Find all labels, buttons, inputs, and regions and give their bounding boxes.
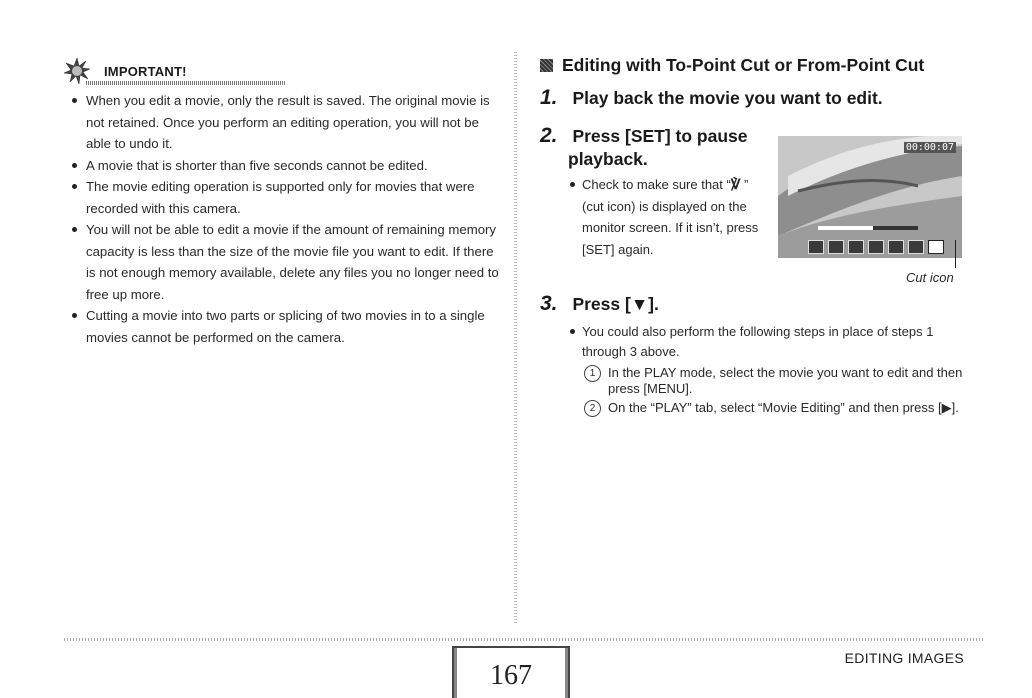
editing-section [540, 52, 980, 415]
important-list [64, 90, 504, 348]
cut-mode-icon [928, 240, 944, 254]
step-2 [540, 124, 770, 260]
play-icon [848, 240, 864, 254]
fast-forward-icon [888, 240, 904, 254]
step-number: 1. [540, 86, 558, 109]
important-notes [64, 58, 504, 348]
frame-forward-icon [868, 240, 884, 254]
frame-back-icon [828, 240, 844, 254]
callout-line [955, 240, 956, 268]
list-item: When you edit a movie, only the result is saved. The original movie is not retained. Once you perform an editing operation, you will not be able to undo it. [64, 90, 504, 155]
step-3 [540, 292, 980, 416]
circled-number: 1 [584, 365, 601, 382]
note-text: Check to make sure that “ [582, 177, 731, 192]
step-title: Press [▼]. [572, 294, 659, 314]
section-marker-icon [540, 59, 553, 72]
column-divider [514, 52, 517, 624]
playback-progress-bar [818, 226, 918, 230]
footer-divider [64, 638, 984, 641]
section-title-text: Editing with To-Point Cut or From-Point Cut [562, 55, 925, 75]
important-heading [64, 58, 504, 88]
important-underline [86, 81, 286, 85]
sub-step-text: On the “PLAY” tab, select “Movie Editing” and then press [▶]. [608, 400, 959, 415]
sub-step [540, 365, 980, 397]
rewind-icon [808, 240, 824, 254]
step-note [540, 174, 770, 260]
list-item: Cutting a movie into two parts or splicing of two movies in to a single movies cannot be performed on the camera. [64, 305, 504, 348]
step-number: 3. [540, 292, 558, 315]
list-item: The movie editing operation is supported only for movies that were recorded with this camera. [64, 176, 504, 219]
cut-icon: ℣ [730, 176, 741, 192]
cut-icon-caption: Cut icon [906, 270, 954, 285]
list-item: You will not be able to edit a movie if the amount of remaining memory capacity is less than the size of the movie file you want to edit. If there is not enough memory available, delete any files you no longer need to free up more. [64, 219, 504, 305]
list-item: A movie that is shorter than five seconds cannot be edited. [64, 155, 504, 177]
note-text: ” (cut icon) is displayed on the monitor screen. If it isn’t, press [SET] again. [582, 177, 759, 257]
circled-number: 2 [584, 400, 601, 417]
step-note: You could also perform the following steps in place of steps 1 through 3 above. [540, 322, 980, 362]
page-number: 167 [490, 660, 532, 691]
step-1 [540, 86, 883, 110]
time-counter: 00:00:07 [905, 142, 954, 153]
monitor-icon-row [808, 240, 944, 254]
stop-icon [908, 240, 924, 254]
page-number-box [452, 646, 570, 698]
playback-progress-fill [818, 226, 873, 230]
footer-section-label: EDITING IMAGES [844, 650, 964, 666]
important-label: IMPORTANT! [104, 64, 187, 79]
section-title [540, 52, 980, 78]
step-title: Press [SET] to pause [572, 126, 748, 146]
monitor-screenshot [778, 136, 962, 258]
step-title: Play back the movie you want to edit. [572, 88, 883, 108]
sub-step [540, 400, 980, 416]
step-title-continued: playback. [568, 149, 648, 169]
sub-step-text: In the PLAY mode, select the movie you want to edit and then press [MENU]. [608, 365, 963, 396]
step-number: 2. [540, 124, 558, 147]
